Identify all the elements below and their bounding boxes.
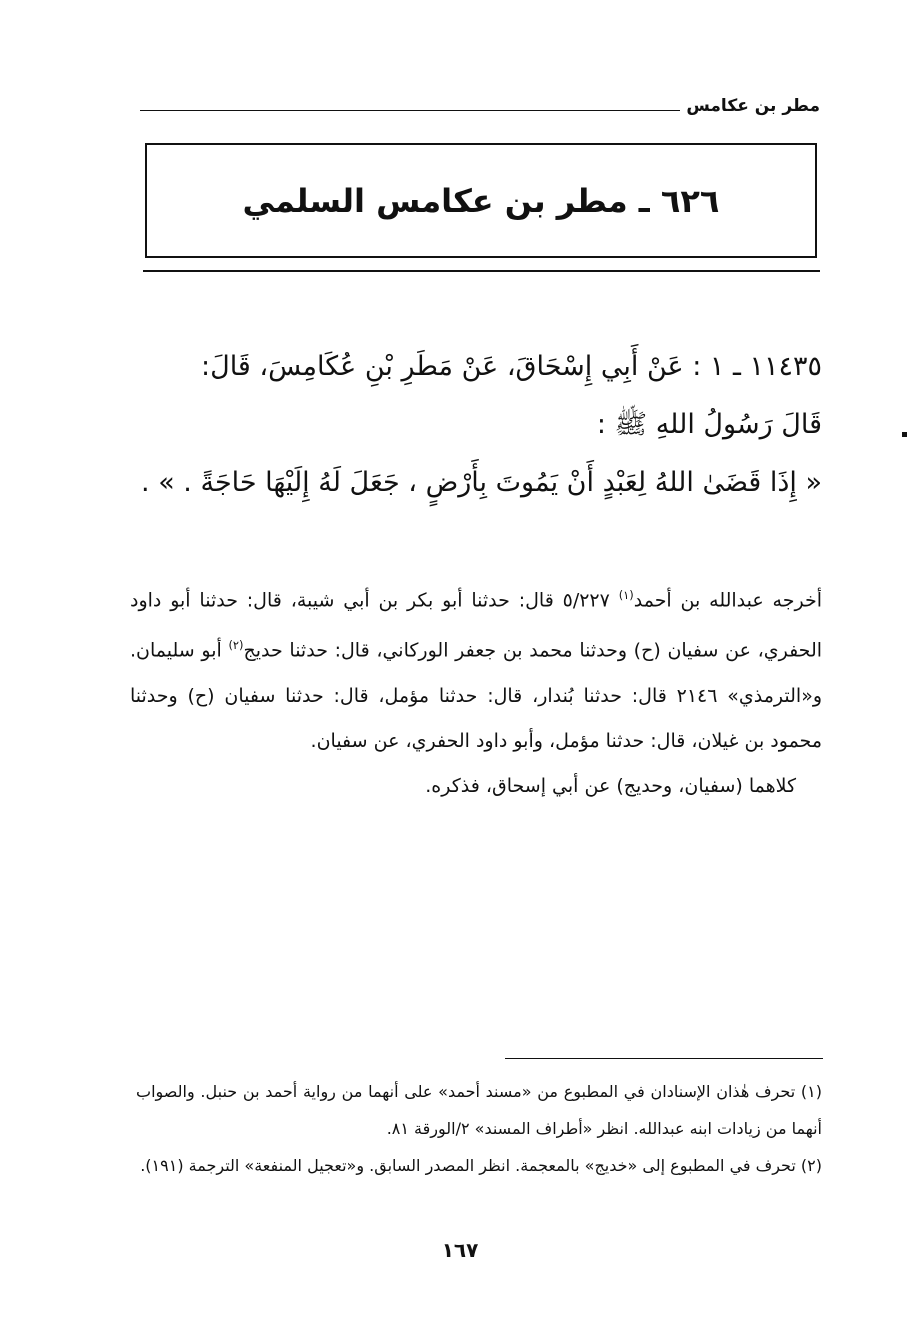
hadith-isnad-line-1: ١١٤٣٥ ـ ١ : عَنْ أَبِي إِسْحَاقَ، عَنْ مَطَرِ بْنِ عُكَامِسَ، قَالَ:: [200, 351, 822, 382]
margin-mark: [902, 432, 907, 437]
footnote-rule: [505, 1058, 823, 1059]
hadith-text: [130, 338, 822, 512]
takhrij-text-c: أبو سليمان. و«الترمذي» ٢١٤٦ قال: حدثنا بُندار، قال: حدثنا مؤمل، قال: حدثنا سفيان (ح) وحدثنا محمود بن غيلان، قال: حدثنا مؤمل، وأبو داود الحفري، عن سفيان.: [130, 639, 822, 752]
footnote-1: (١) تحرف هٰذان الإسنادان في المطبوع من «مسند أحمد» على أنهما من رواية أحمد بن حنبل. والصواب أنهما من زيادات ابنه عبدالله. انظر «أطراف المسند» ٢/الورقة ٨١.: [136, 1082, 822, 1138]
footnotes: [136, 1073, 822, 1184]
footnote-ref-1: (١): [618, 588, 634, 602]
takhrij-section: [130, 573, 822, 809]
entry-title: ٦٢٦ ـ مطر بن عكامس السلمي: [242, 181, 720, 220]
footnote-ref-2: (٢): [228, 638, 244, 653]
running-head-text: مطر بن عكامس: [680, 96, 820, 116]
hadith-isnad-line-2: قَالَ رَسُولُ اللهِ ﷺ :: [596, 409, 822, 440]
footnote-2: (٢) تحرف في المطبوع إلى «خديج» بالمعجمة. انظر المصدر السابق. و«تعجيل المنفعة» الترجمة (١٩١).: [140, 1156, 822, 1175]
takhrij-text-a: أخرجه عبدالله بن أحمد: [633, 589, 822, 612]
takhrij-paragraph-1: [130, 573, 822, 764]
entry-title-box: [145, 143, 817, 258]
title-rule: [143, 270, 820, 272]
hadith-matn: « إِذَا قَضَىٰ اللهُ لِعَبْدٍ أَنْ يَمُوتَ بِأَرْضٍ ، جَعَلَ لَهُ إِلَيْهَا حَاجَةً . » .: [141, 467, 822, 498]
page-number: ١٦٧: [441, 1238, 479, 1262]
running-head: [140, 96, 820, 120]
takhrij-text-b: ٥/٢٢٧ قال: حدثنا أبو بكر بن أبي شيبة، قال: حدثنا أبو داود الحفري، عن سفيان (ح) وحدثنا محمد بن جعفر الوركاني، قال: حدثنا حديج: [130, 589, 823, 662]
takhrij-paragraph-2: كلاهما (سفيان، وحديج) عن أبي إسحاق، فذكره.: [425, 774, 796, 797]
